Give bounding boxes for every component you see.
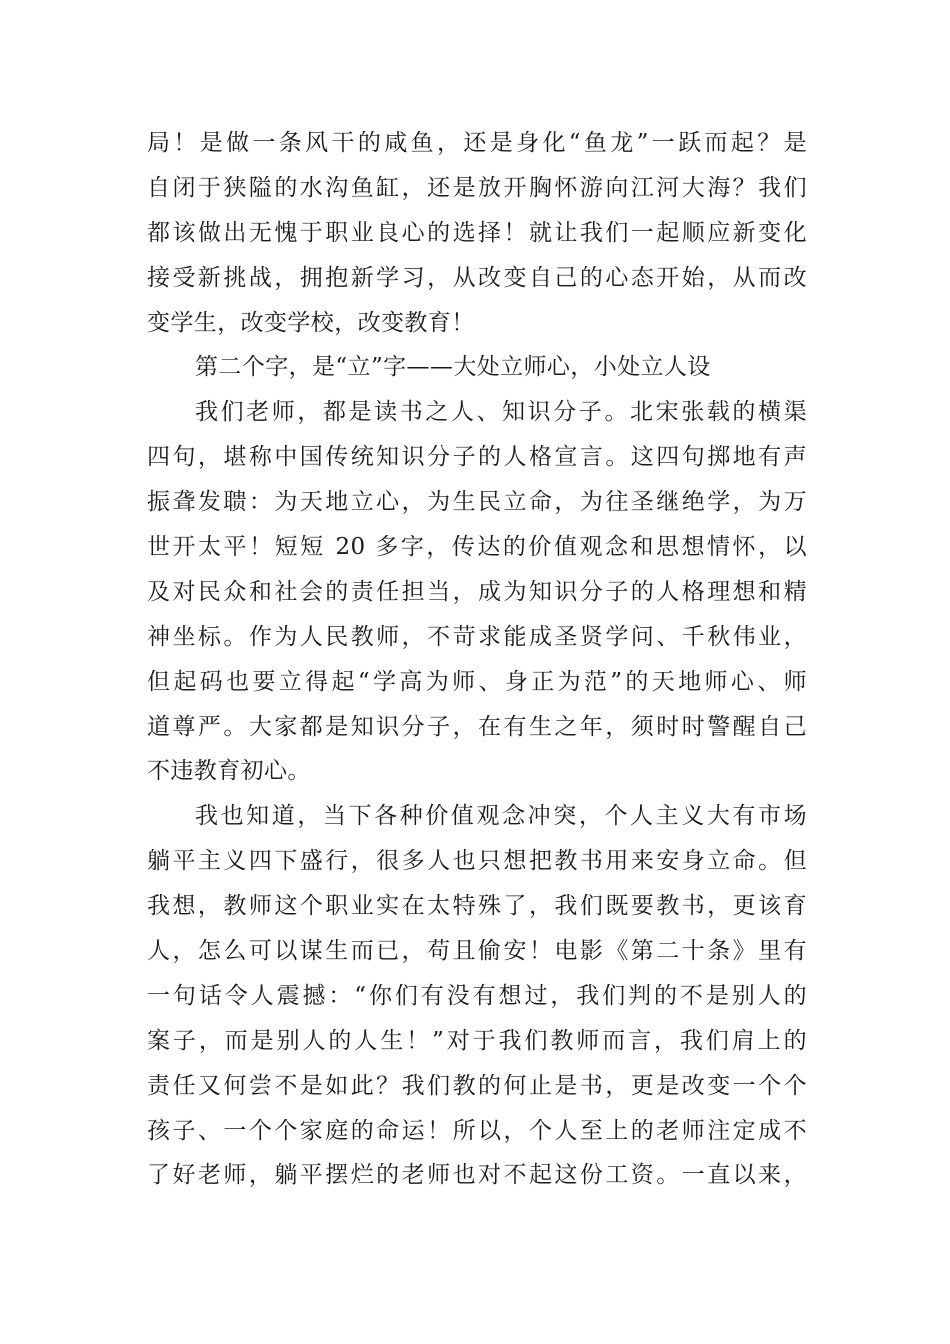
paragraph-line: 自闭于狭隘的水沟鱼缸，还是放开胸怀游向江河大海？我们 xyxy=(147,174,807,201)
paragraph-line: 振聋发聩：为天地立心，为生民立命，为往圣继绝学，为万 xyxy=(147,489,807,516)
paragraph-line: 孩子、一个个家庭的命运！所以，个人至上的老师注定成不 xyxy=(147,1117,807,1144)
paragraph-line: 世开太平！短短 20 多字，传达的价值观念和思想情怀，以 xyxy=(147,534,807,561)
paragraph-line: 我也知道，当下各种价值观念冲突，个人主义大有市场 xyxy=(195,803,807,830)
paragraph-line: 我想，教师这个职业实在太特殊了，我们既要教书，更该育 xyxy=(147,893,807,920)
paragraph-line: 案子，而是别人的人生！”对于我们教师而言，我们肩上的 xyxy=(147,1027,807,1054)
paragraph-line: 神坐标。作为人民教师，不苛求能成圣贤学问、千秋伟业， xyxy=(147,623,807,650)
paragraph-line: 局！是做一条风干的咸鱼，还是身化“鱼龙”一跃而起？是 xyxy=(147,130,807,156)
section-heading: 第二个字，是“立”字——大处立师心，小处立人设 xyxy=(195,354,711,381)
paragraph-line: 接受新挑战，拥抱新学习，从改变自己的心态开始，从而改 xyxy=(147,264,807,291)
paragraph-line: 道尊严。大家都是知识分子，在有生之年，须时时警醒自己 xyxy=(147,713,807,740)
document-body xyxy=(147,121,807,1198)
paragraph-line: 但起码也要立得起“学高为师、身正为范”的天地师心、师 xyxy=(147,668,807,695)
paragraph-line: 一句话令人震撼：“你们有没有想过，我们判的不是别人的 xyxy=(147,982,807,1009)
paragraph-line: 我们老师，都是读书之人、知识分子。北宋张载的横渠 xyxy=(195,399,807,426)
paragraph-line: 了好老师，躺平摆烂的老师也对不起这份工资。一直以来， xyxy=(147,1162,807,1189)
paragraph-line: 四句，堪称中国传统知识分子的人格宣言。这四句掷地有声 xyxy=(147,444,807,471)
paragraph-line: 不违教育初心。 xyxy=(147,758,311,785)
paragraph-line: 躺平主义四下盛行，很多人也只想把教书用来安身立命。但 xyxy=(147,848,807,875)
paragraph-line: 责任又何尝不是如此？我们教的何止是书，更是改变一个个 xyxy=(147,1072,807,1099)
paragraph-line: 变学生，改变学校，改变教育！ xyxy=(147,309,475,336)
paragraph-line: 及对民众和社会的责任担当，成为知识分子的人格理想和精 xyxy=(147,578,807,605)
paragraph-line: 都该做出无愧于职业良心的选择！就让我们一起顺应新变化 xyxy=(147,219,807,246)
paragraph-line: 人，怎么可以谋生而已，苟且偷安！电影《第二十条》里有 xyxy=(147,938,807,965)
